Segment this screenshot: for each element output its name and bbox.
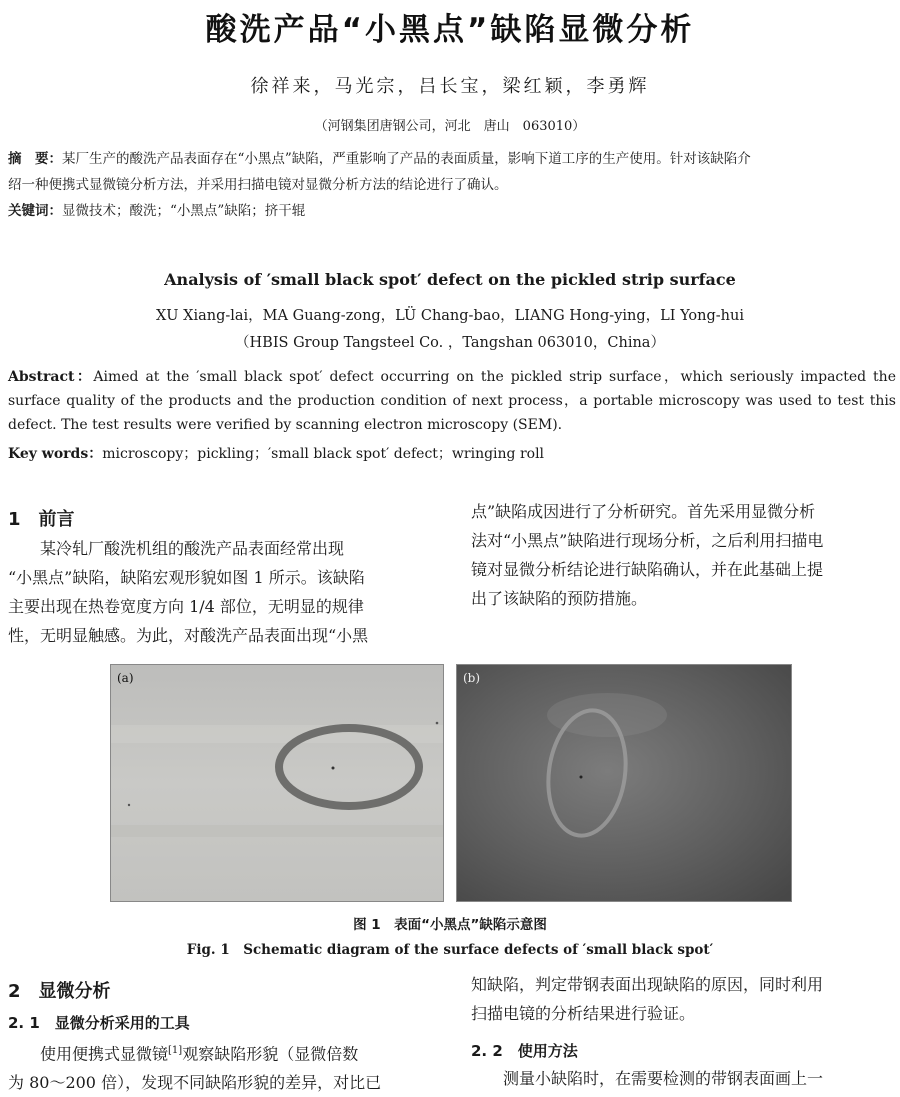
english-keywords-label: Key words： — [8, 446, 103, 462]
english-authors: XU Xiang-lai，MA Guang-zong，LÜ Chang-bao，LIANG Hong-ying，LI Yong-hui — [155, 308, 744, 324]
section-2-right-line3: 测量小缺陷时，在需要检测的带钢表面画上一 — [503, 1069, 824, 1088]
section-1-left-line: 某冷轧厂酸洗机组的酸洗产品表面经常出现 — [40, 539, 345, 558]
keywords-cn-label: 关键词： — [8, 203, 62, 219]
english-keywords-text: microscopy；pickling；′small black spot′ defect；wringing roll — [102, 446, 545, 462]
english-keywords — [8, 443, 544, 463]
section-1-right-line: 出了该缺陷的预防措施。 — [471, 589, 648, 608]
section-2-left-line1 — [8, 1036, 448, 1068]
figure-1-caption-cn: 图 1 表面“小黑点”缺陷示意图 — [353, 917, 547, 933]
paper-title: 酸洗产品“小黑点”缺陷显微分析 — [205, 12, 695, 48]
author-list: 徐祥来，马光宗，吕长宝，梁红颖，李勇辉 — [250, 76, 650, 97]
section-2-right-line1: 知缺陷，判定带钢表面出现缺陷的原因，同时利用 — [471, 975, 824, 994]
panel-b-photo — [457, 665, 791, 901]
section-1-right-column — [471, 497, 899, 613]
section-1-right-line: 法对“小黑点”缺陷进行现场分析，之后利用扫描电 — [471, 531, 824, 550]
abstract-cn — [8, 146, 896, 224]
abstract-cn-text1: 某厂生产的酸洗产品表面存在“小黑点”缺陷，严重影响了产品的表面质量，影响下道工序的生产使用。针对该缺陷介 — [62, 151, 751, 167]
section-2-right-column — [471, 970, 899, 1028]
section-1-right-line: 点”缺陷成因进行了分析研究。首先采用显微分析 — [471, 502, 816, 521]
english-abstract — [8, 365, 896, 437]
english-affiliation: （HBIS Group Tangsteel Co. ，Tangshan 063010，China） — [235, 335, 665, 351]
section-1-right-line: 镜对显微分析结论进行缺陷确认，并在此基础上提 — [471, 560, 824, 579]
figure-1-caption-en: Fig. 1 Schematic diagram of the surface defects of ′small black spot′ — [186, 942, 714, 958]
english-abstract-text: Aimed at the ′small black spot′ defect occurring on the pickled strip surface，which seriously impacted the surface quality of the products and the production condition of next process，a portable microscopy was used to test this defect. The test results were verified by scanning electron microscopy (SEM). — [8, 369, 896, 433]
figure-1-panel-a — [110, 664, 444, 902]
section-2-right-line2: 扫描电镜的分析结果进行验证。 — [471, 1004, 696, 1023]
section-2-heading: 2 显微分析 — [8, 981, 111, 1002]
citation-ref: [1] — [168, 1045, 183, 1056]
section-2-left-line2: 为 80～200 倍），发现不同缺陷形貌的差异，对比已 — [8, 1073, 382, 1093]
section-1-heading: 1 前言 — [8, 509, 75, 530]
figure-1a-label: (a) — [117, 671, 134, 685]
keywords-cn — [8, 198, 896, 224]
affiliation: （河钢集团唐钢公司，河北 唐山 063010） — [314, 119, 586, 134]
abstract-cn-line2: 绍一种便携式显微镜分析方法，并采用扫描电镜对显微分析方法的结论进行了确认。 — [8, 177, 508, 193]
section-2-1-heading: 2. 1 显微分析采用的工具 — [8, 1014, 190, 1032]
section-2-left-line1-pre: 使用便携式显微镜 — [40, 1044, 169, 1064]
abstract-cn-label: 摘 要： — [8, 151, 62, 167]
english-abstract-label: Abstract： — [8, 369, 94, 385]
keywords-cn-text: 显微技术；酸洗；“小黑点”缺陷；挤干辊 — [62, 203, 306, 219]
section-2-left-line1-post: 观察缺陷形貌（显微倍数 — [182, 1044, 359, 1064]
figure-1-panel-b — [456, 664, 792, 902]
section-1-left-column — [8, 534, 438, 650]
section-1-left-line: 主要出现在热卷宽度方向 1/4 部位，无明显的规律 — [8, 597, 364, 616]
panel-a-photo — [111, 665, 443, 901]
figure-1b-label: (b) — [463, 671, 481, 685]
section-2-2-heading: 2. 2 使用方法 — [471, 1042, 578, 1060]
english-title: Analysis of ′small black spot′ defect on the pickled strip surface — [164, 270, 736, 289]
abstract-cn-line1 — [8, 146, 896, 172]
section-1-left-line: “小黑点”缺陷，缺陷宏观形貌如图 1 所示。该缺陷 — [8, 568, 365, 587]
section-1-left-line: 性，无明显触感。为此，对酸洗产品表面出现“小黑 — [8, 626, 369, 645]
section-2-left-column — [8, 1036, 448, 1097]
